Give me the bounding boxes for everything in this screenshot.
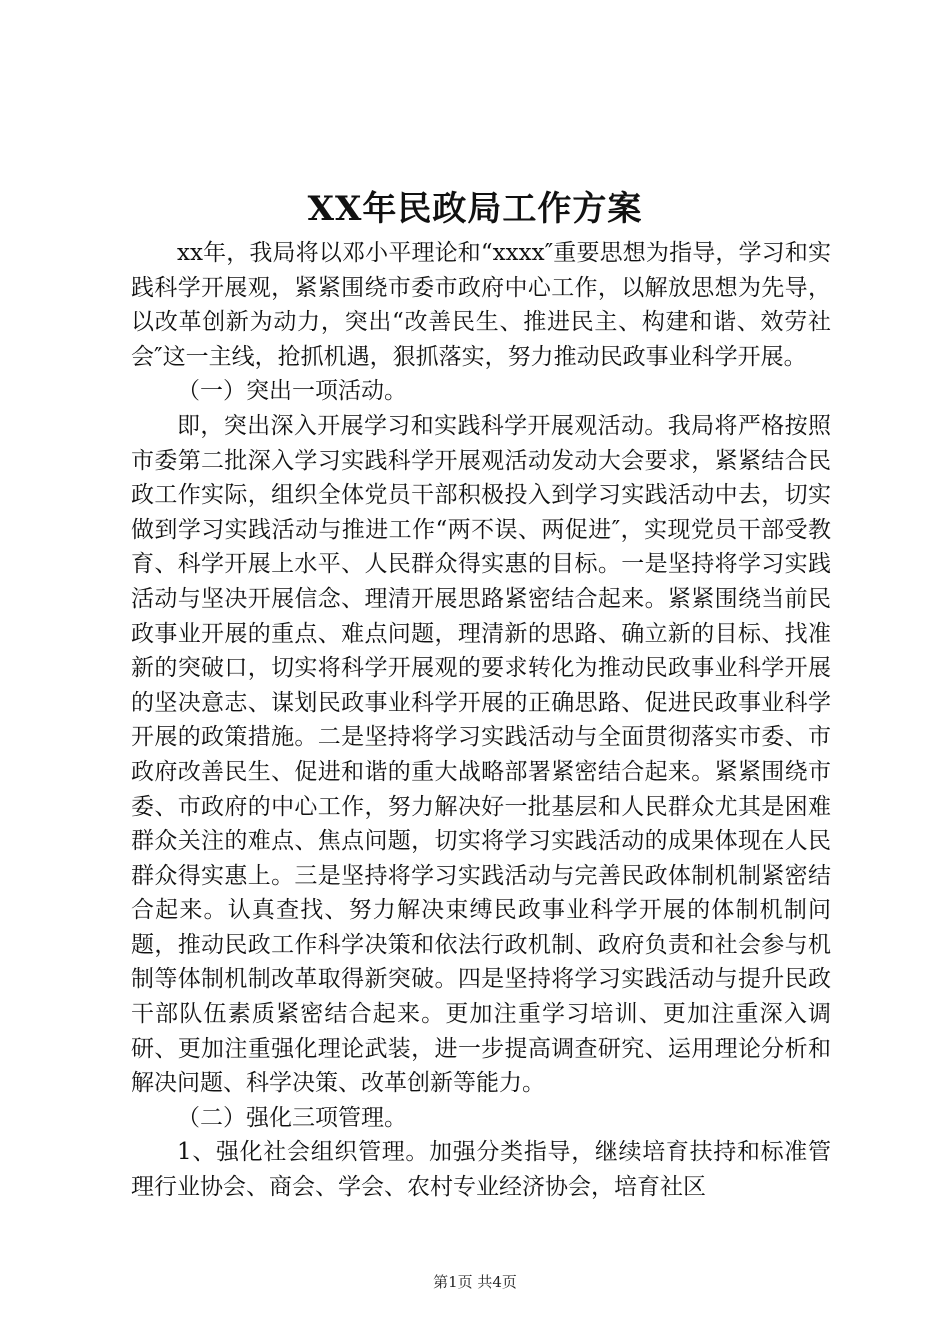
section-2-paragraph: 1、强化社会组织管理。加强分类指导，继续培育扶持和标准管理行业协会、商会、学会、农村专业经济协会，培育社区 xyxy=(131,1139,831,1201)
section-1-paragraph: 即，突出深入开展学习和实践科学开展观活动。我局将严格按照市委第二批深入学习实践科学开展观活动发动大会要求，紧紧结合民政工作实际，组织全体党员干部积极投入到学习实践活动中去，切实做到学习实践活动与推进工作“两不误、两促进″，实现党员干部受教育、科学开展上水平、人民群众得实惠的目标。一是坚持将学习实践活动与坚决开展信念、理清开展思路紧密结合起来。紧紧围绕当前民政事业开展的重点、难点问题，理清新的思路、确立新的目标、找准新的突破口，切实将科学开展观的要求转化为推动民政事业科学开展的坚决意志、谋划民政事业科学开展的正确思路、促进民政事业科学开展的政策措施。二是坚持将学习实践活动与全面贯彻落实市委、市政府改善民生、促进和谐的重大战略部署紧密结合起来。紧紧围绕市委、市政府的中心工作，努力解决好一批基层和人民群众尤其是困难群众关注的难点、焦点问题，切实将学习实践活动的成果体现在人民群众得实惠上。三是坚持将学习实践活动与完善民政体制机制紧密结合起来。认真查找、努力解决束缚民政事业科学开展的体制机制问题，推动民政工作科学决策和依法行政机制、政府负责和社会参与机制等体制机制改革取得新突破。四是坚持将学习实践活动与提升民政干部队伍素质紧密结合起来。更加注重学习培训、更加注重深入调研、更加注重强化理论武装，进一步提高调查研究、运用理论分析和解决问题、科学决策、改革创新等能力。 xyxy=(131,412,831,1097)
section-heading-2: （二）强化三项管理。 xyxy=(177,1104,407,1131)
page-number-footer: 第1页 共4页 xyxy=(433,1273,517,1291)
document-body xyxy=(131,236,831,1205)
section-heading-1: （一）突出一项活动。 xyxy=(177,378,407,405)
document-title: XX年民政局工作方案 xyxy=(307,189,643,229)
intro-paragraph: xx年，我局将以邓小平理论和“xxxx″重要思想为指导，学习和实践科学开展观，紧紧围绕市委市政府中心工作，以解放思想为先导，以改革创新为动力，突出“改善民生、推进民主、构建和谐、效劳社会″这一主线，抢抓机遇，狠抓落实，努力推动民政事业科学开展。 xyxy=(131,240,831,370)
